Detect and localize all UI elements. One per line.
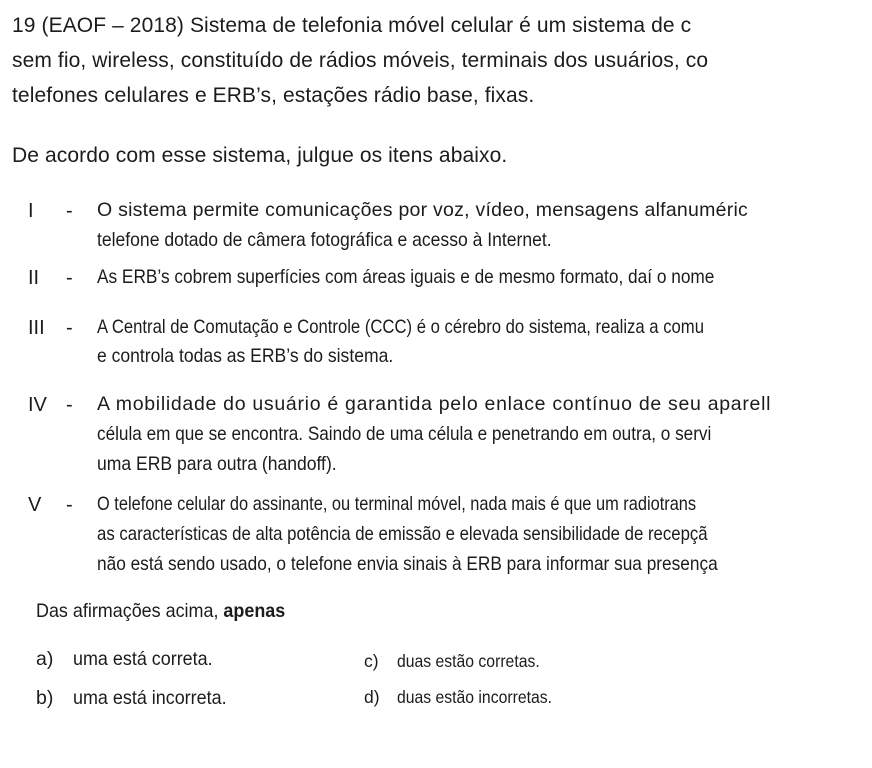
option-a-letter: a) (36, 648, 54, 670)
item-3-numeral: III (28, 317, 45, 339)
item-4-numeral: IV (28, 394, 47, 416)
item-5-line-1: O telefone celular do assinante, ou terminal móvel, nada mais é que um radiotrans (97, 493, 697, 515)
instruction-text: De acordo com esse sistema, julgue os itens abaixo. (12, 144, 508, 167)
answer-prompt-emphasis: apenas (223, 600, 286, 622)
item-1-dash: - (66, 200, 73, 222)
option-a-text: uma está correta. (73, 648, 213, 670)
item-1-line-2: telefone dotado de câmera fotográfica e acesso à Internet. (97, 229, 552, 251)
option-b-letter: b) (36, 687, 54, 709)
answer-prompt (36, 602, 285, 622)
item-3-dash: - (66, 317, 73, 339)
item-1-line-1: O sistema permite comunicações por voz, vídeo, mensagens alfanuméric (97, 199, 749, 221)
item-2-line-1: As ERB’s cobrem superfícies com áreas iguais e de mesmo formato, daí o nome (97, 266, 715, 288)
item-3-line-2: e controla todas as ERB’s do sistema. (97, 345, 394, 367)
item-5-dash: - (66, 494, 73, 516)
option-b-text: uma está incorreta. (73, 687, 227, 709)
item-3-line-1: A Central de Comutação e Controle (CCC) é o cérebro do sistema, realiza a comu (97, 316, 704, 338)
item-4-dash: - (66, 394, 73, 416)
item-1-numeral: I (28, 200, 34, 222)
item-4-line-3: uma ERB para outra (handoff). (97, 453, 337, 475)
item-2-numeral: II (28, 267, 40, 289)
option-d-letter: d) (364, 687, 380, 707)
answer-prompt-text: Das afirmações acima, (36, 600, 224, 622)
item-5-line-2: as características de alta potência de emissão e elevada sensibilidade de recepçã (97, 523, 708, 545)
question-header-line-3: telefones celulares e ERB’s, estações rádio base, fixas. (12, 84, 535, 107)
item-5-numeral: V (28, 494, 42, 516)
item-4-line-1: A mobilidade do usuário é garantida pelo enlace contínuo de seu aparell (97, 393, 772, 415)
question-header-line-1: 19 (EAOF – 2018) Sistema de telefonia móvel celular é um sistema de c (12, 14, 692, 37)
option-c-text: duas estão corretas. (397, 651, 540, 671)
item-5-line-3: não está sendo usado, o telefone envia sinais à ERB para informar sua presença (97, 553, 718, 575)
option-c-letter: c) (364, 651, 379, 671)
item-4-line-2: célula em que se encontra. Saindo de uma célula e penetrando em outra, o servi (97, 423, 712, 445)
option-d-text: duas estão incorretas. (397, 687, 552, 707)
question-header-line-2: sem fio, wireless, constituído de rádios móveis, terminais dos usuários, co (12, 49, 709, 72)
item-2-dash: - (66, 267, 73, 289)
